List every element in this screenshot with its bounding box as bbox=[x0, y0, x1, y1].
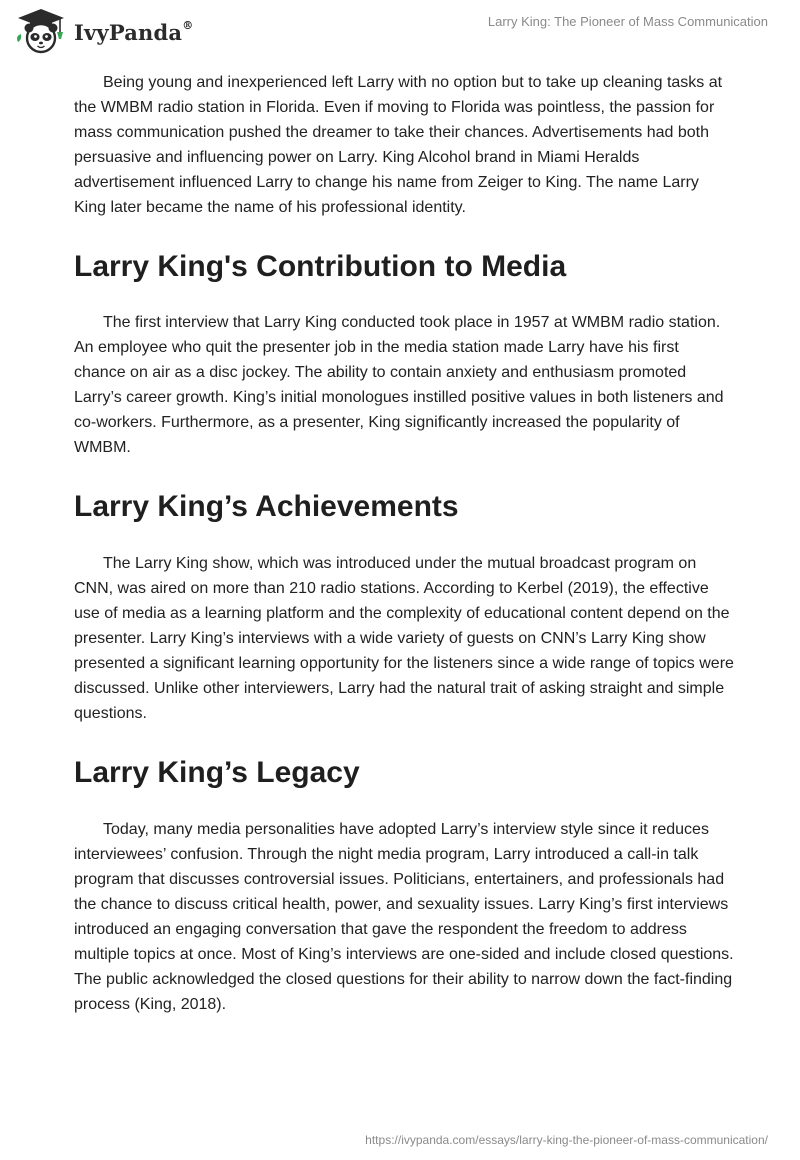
brand-name: IvyPanda® bbox=[74, 18, 194, 45]
section-heading-legacy: Larry King’s Legacy bbox=[74, 756, 360, 789]
page-header bbox=[0, 0, 800, 60]
contribution-paragraph: The first interview that Larry King conducted took place in 1957 at WMBM radio station. An employee who quit the presenter job in the media station made Larry have his first chance on air as a disc jockey. The ability to contain anxiety and enthusiasm promoted Larry’s career growth. King’s initial monologues instilled positive values in both listeners and co-workers. Furthermore, as a presenter, King significantly increased the popularity of WMBM. bbox=[74, 314, 724, 456]
legacy-paragraph: Today, many media personalities have adopted Larry’s interview style since it reduces interviewees’ confusion. Through the night media program, Larry introduced a call-in talk program that discusses controversial issues. Politicians, entertainers, and professionals had the chance to discuss critical health, power, and sexuality issues. Larry King’s first interviews introduced an engaging conversation that gave the respondent the freedom to address multiple topics at once. Most of King’s interviews are one-sided and include closed questions. The public acknowledged the closed questions for their ability to narrow down the fact-finding process (King, 2018). bbox=[74, 821, 734, 1013]
section-heading-contribution: Larry King's Contribution to Media bbox=[74, 250, 567, 283]
source-url[interactable]: https://ivypanda.com/essays/larry-king-the-pioneer-of-mass-communication/ bbox=[365, 1133, 768, 1147]
registered-mark: ® bbox=[182, 18, 194, 32]
ivypanda-logo[interactable] bbox=[14, 8, 193, 54]
achievements-paragraph: The Larry King show, which was introduced under the mutual broadcast program on CNN, was aired on more than 210 radio stations. According to Kerbel (2019), the effective use of media as a learning platform and the complexity of educational content depend on the presenter. Larry King’s interviews with a wide variety of guests on CNN’s Larry King show presented a significant learning opportunity for the listeners since a wide range of topics were discussed. Unlike other interviewers, Larry had the natural trait of asking straight and simple questions. bbox=[74, 555, 734, 722]
essay-body bbox=[74, 70, 734, 1017]
panda-graduate-icon bbox=[14, 8, 68, 54]
intro-paragraph: Being young and inexperienced left Larry with no option but to take up cleaning tasks at the WMBM radio station in Florida. Even if moving to Florida was pointless, the passion for mass communication pushed the dreamer to take their chances. Advertisements had both persuasive and influencing power on Larry. King Alcohol brand in Miami Heralds advertisement influenced Larry to change his name from Zeiger to King. The name Larry King later became the name of his professional identity. bbox=[74, 74, 723, 216]
document-title: Larry King: The Pioneer of Mass Communication bbox=[487, 14, 768, 29]
section-heading-achievements: Larry King’s Achievements bbox=[74, 490, 459, 523]
